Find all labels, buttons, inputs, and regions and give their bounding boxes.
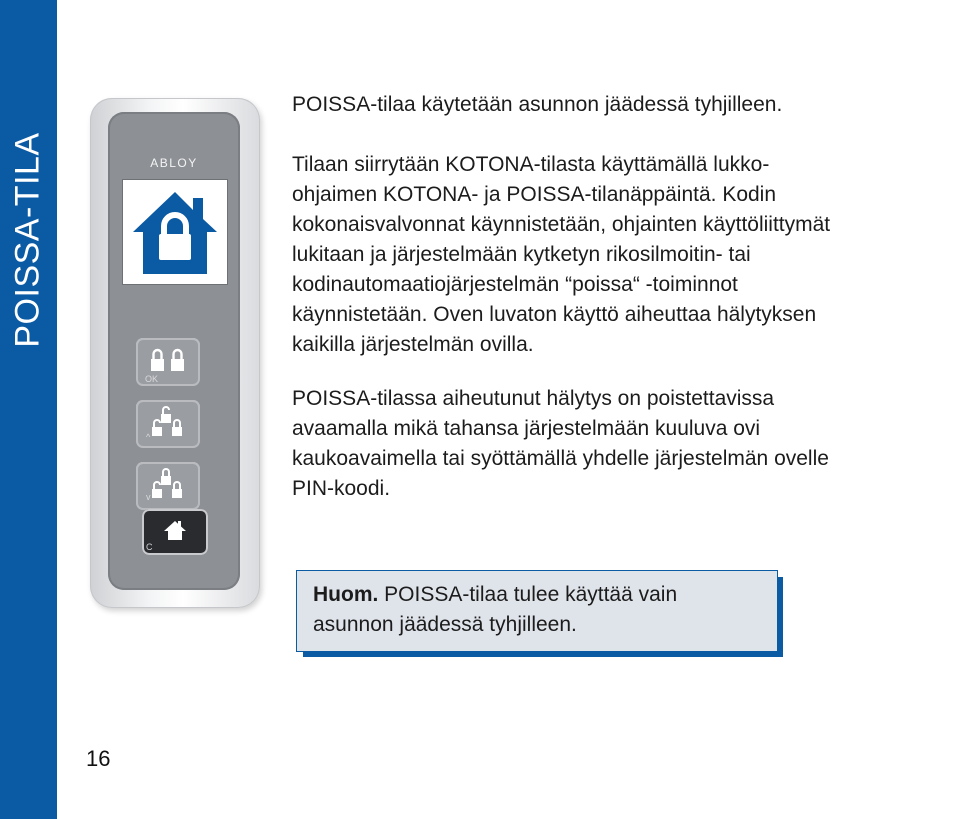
note-text xyxy=(303,577,771,640)
side-tab-label: POISSA-TILA xyxy=(8,132,47,348)
key-label-up: ^ xyxy=(146,432,151,442)
keypad-face xyxy=(108,112,240,590)
keypad-device xyxy=(90,98,260,608)
two-padlocks-locked-icon xyxy=(148,344,188,376)
padlocks-mixed-icon xyxy=(148,406,188,440)
down-key[interactable] xyxy=(136,462,200,510)
text-line: kokonaisvalvonnat käynnistetään, ohjainten käyttöliittymät xyxy=(292,213,831,236)
key-label-ok: OK xyxy=(145,374,159,384)
key-label-down: v xyxy=(146,492,151,502)
padlocks-mixed-icon-2 xyxy=(148,468,188,502)
text-line: käynnistetään. Oven luvaton käyttö aiheuttaa hälytyksen xyxy=(292,303,817,326)
brand-logo: ABLOY xyxy=(150,156,198,170)
main-text xyxy=(292,90,960,504)
note-label: Huom. xyxy=(313,583,379,606)
text-line: kodinautomaatiojärjestelmän “poissa“ -toiminnot xyxy=(292,273,738,296)
text-line: POISSA-tilassa aiheutunut hälytys on poistettavissa xyxy=(292,387,775,410)
intro-paragraph: POISSA-tilaa käytetään asunnon jäädessä tyhjilleen. xyxy=(292,93,783,116)
text-line: kaikilla järjestelmän ovilla. xyxy=(292,333,534,356)
page-number: 16 xyxy=(86,746,111,771)
text-line: kaukoavaimella tai syöttämällä yhdelle järjestelmän ovelle xyxy=(292,447,829,470)
note-panel xyxy=(296,570,778,652)
text-line: lukitaan ja järjestelmään kytketyn rikosilmoitin- tai xyxy=(292,243,751,266)
key-label-c: C xyxy=(146,542,153,552)
side-tab xyxy=(0,0,57,819)
text-line: Tilaan siirrytään KOTONA-tilasta käyttämällä lukko- xyxy=(292,153,770,176)
note-box xyxy=(296,570,786,660)
alarm-paragraph xyxy=(292,384,960,504)
text-line: avaamalla mikä tahansa järjestelmään kuuluva ovi xyxy=(292,417,761,440)
keypad-screen xyxy=(122,179,228,285)
note-line1: POISSA-tilaa tulee käyttää vain xyxy=(378,583,678,606)
note-line2: asunnon jäädessä tyhjilleen. xyxy=(313,613,577,636)
description-paragraph xyxy=(292,150,960,360)
text-line: ohjaimen KOTONA- ja POISSA-tilanäppäintä. Kodin xyxy=(292,183,777,206)
text-line: PIN-koodi. xyxy=(292,477,391,500)
house-lock-icon xyxy=(123,180,227,284)
home-icon xyxy=(162,518,188,542)
